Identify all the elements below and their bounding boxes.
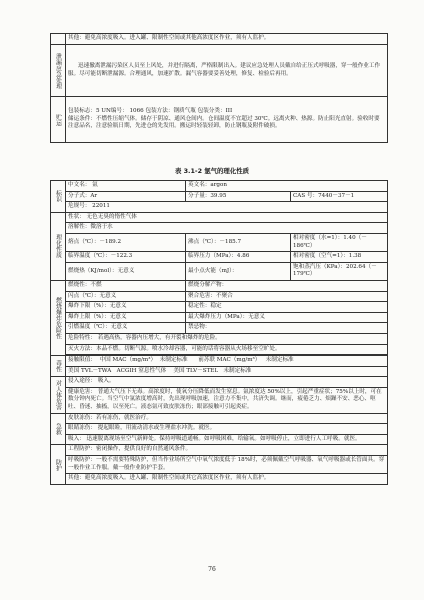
exposure-limits-us: 美国 TVL－TWA ACGIH 窒息性气体 美国 TLV－STEL 未制定标准: [66, 366, 388, 377]
hazard-number: 危规号： 22011: [66, 202, 388, 213]
tox-label: 毒性: [54, 360, 62, 373]
health-label-cell: [51, 377, 66, 413]
aid-inhale: 吸入： 迅速脱离现场至空气新鲜处。保持呼吸道通畅。如呼吸困难，给输氧。如呼吸停止，立即进行人工呼吸。就医。: [66, 434, 388, 445]
spill-text-content: 迅速撤离泄漏污染区人员至上风处，并进行隔离，严格限制出入。建议应急处理人员戴自给正压式呼吸器，穿一般作业工作服。尽可能切断泄漏源。合理通风，加速扩散。漏气容器要妥善处理，修复、检验后再用。: [68, 62, 381, 77]
spill-label: 泄漏应急处理: [54, 52, 62, 89]
max-explosion-pressure: 最大爆炸压力（MPa）：无意义: [186, 312, 388, 323]
prot-label: 防护: [54, 458, 62, 471]
lower-explosion-limit: 爆炸下限（%）：无意义: [66, 302, 186, 313]
exposure-limits: 接触限值： 中国 MAC（mg/m³） 未制定标准 前苏联 MAC（mg/m³） 未制定标准: [66, 356, 388, 367]
appearance: 性状： 无色无臭的惰性气体: [66, 212, 388, 223]
melting-point: 熔点（℃）：－189.2: [66, 233, 186, 251]
stability: 稳定性：稳定: [186, 302, 388, 313]
molecular-weight: 分子量：39.95: [186, 191, 291, 202]
polymerization: 聚合危害：不聚合: [186, 291, 388, 302]
critical-temperature: 临界温度（℃）：－122.3: [66, 252, 186, 263]
aid-eye: 眼睛冻伤： 提起眼睑，用流动清水或生理盐水冲洗。就医。: [66, 424, 388, 435]
aid-label-cell: [51, 413, 66, 445]
cn-name: 中文名： 氩: [66, 181, 186, 192]
storage-text: [66, 97, 388, 143]
page-number: 76: [208, 566, 216, 573]
storage-label-cell: [51, 97, 66, 143]
autoignition-temperature: 引燃温度（℃）：无意义: [66, 323, 186, 334]
other-row: 其他：避免高浓度吸入。进入罐、限制性空间或其他高浓度区作业，须有人监护。: [66, 34, 388, 45]
solubility: 溶解性：微溶于水: [66, 223, 388, 234]
fire-label-cell: [51, 280, 66, 355]
spill-label-cell: [51, 45, 66, 97]
relative-density-water: 相对密度（水=1）：1.40（－186℃）: [291, 233, 388, 251]
critical-pressure: 临界压力（MPa）：4.86: [186, 252, 291, 263]
cas-number: CAS 号：7440－37－1: [291, 191, 388, 202]
extinguishing-method: 灭火方法：本品不燃。切断气源。喷水冷却容器，可能的话将容器从火场移至空旷处。: [66, 344, 388, 355]
formula: 分子式：Ar: [66, 191, 186, 202]
flammability: 燃烧性：不燃: [66, 280, 186, 291]
storage-conditions: 储运条件：不燃性压缩气体。储存于阴凉、通风仓间内。仓间温度不宜超过 30℃。远离火种、热源。防止阳光直射。验收时要注意品名，注意验瓶日期，先进仓的先发用。搬运时轻装轻卸，防止钢瓶及附件破损。: [68, 115, 380, 130]
boiling-point: 沸点（℃）：－185.7: [186, 233, 291, 251]
relative-density-air: 相对密度（空气=1）：1.38: [291, 252, 388, 263]
upper-explosion-limit: 爆炸上限（%）：无意义: [66, 312, 186, 323]
storage-table: [50, 33, 388, 143]
aid-skin: 皮肤冻伤：若有冻伤，就医治疗。: [66, 413, 388, 424]
argon-properties-table: [50, 180, 388, 485]
min-ignition-energy: 最小点火能（mJ）：: [186, 262, 291, 280]
engineering-protection: 工程防护：密闭操作，提供良好的自然通风条件。: [66, 445, 388, 456]
storage-code: 包装标志：5 UN编号： 1066 包装方法：钢质气瓶 包装分类：III: [68, 108, 233, 115]
decomposition-products: 燃烧分解产物：: [186, 280, 388, 291]
combustion-heat: 燃烧热（KJ/mol）：无意义: [66, 262, 186, 280]
hazard-properties: 危险特性： 若遇高热，容器内压增大，有开裂和爆炸的危险。: [66, 333, 388, 344]
prot-label-cell: [51, 445, 66, 484]
flash-point: 闪点（℃）：无意义: [66, 291, 186, 302]
vapor-pressure: 饱和蒸汽压（KPa）：202.64（－179℃）: [291, 262, 388, 280]
phys-label: 理化性质: [54, 234, 62, 259]
phys-label-cell: [51, 212, 66, 280]
fire-label: 燃烧爆炸危险性: [54, 297, 62, 340]
en-name: 英文名：argon: [186, 181, 388, 192]
respiratory-protection: 呼吸防护：一般不需要特殊防护，但当作业场所空气中氧气浓度低于 18%时，必须佩戴空气呼吸器、氧气呼吸器或长管面具。穿一般作业工作服。戴一般作业防护手套。: [66, 456, 388, 474]
health-hazard: 健康危害： 普通大气压下无毒。高浓度时，使氧分压降低而发生窒息。氩浓度达 50%以上，引起严重症状；75%以上时，可在数分钟内死亡。当空气中氩浓度增高时，先出现呼吸加速，注意力不集中，共济失调。继而，疲倦乏力、烦躁不安、恶心、呕吐、昏迷、抽搐，以至死亡。液态氩可致皮肤冻伤；眼部接触可引起炎症。: [66, 387, 388, 413]
id-label-cell: [51, 181, 66, 213]
health-label: 对人体危害: [54, 379, 62, 410]
storage-label: 贮运: [54, 113, 62, 126]
other-label-cell: [51, 34, 66, 45]
other-protection: 其他：避免高浓度吸入。进入罐、限制性空间或其它高浓度区作业，须有人监护。: [66, 474, 388, 485]
entry-route: 侵入途径： 吸入。: [66, 377, 388, 388]
aid-label: 急救: [54, 423, 62, 436]
id-label: 标识: [54, 190, 62, 203]
spill-text: [66, 45, 388, 97]
tox-label-cell: [51, 356, 66, 377]
incompatibles: 禁忌物：: [186, 323, 388, 334]
table-caption: 表 3.1-2 氩气的理化性质: [175, 167, 249, 175]
